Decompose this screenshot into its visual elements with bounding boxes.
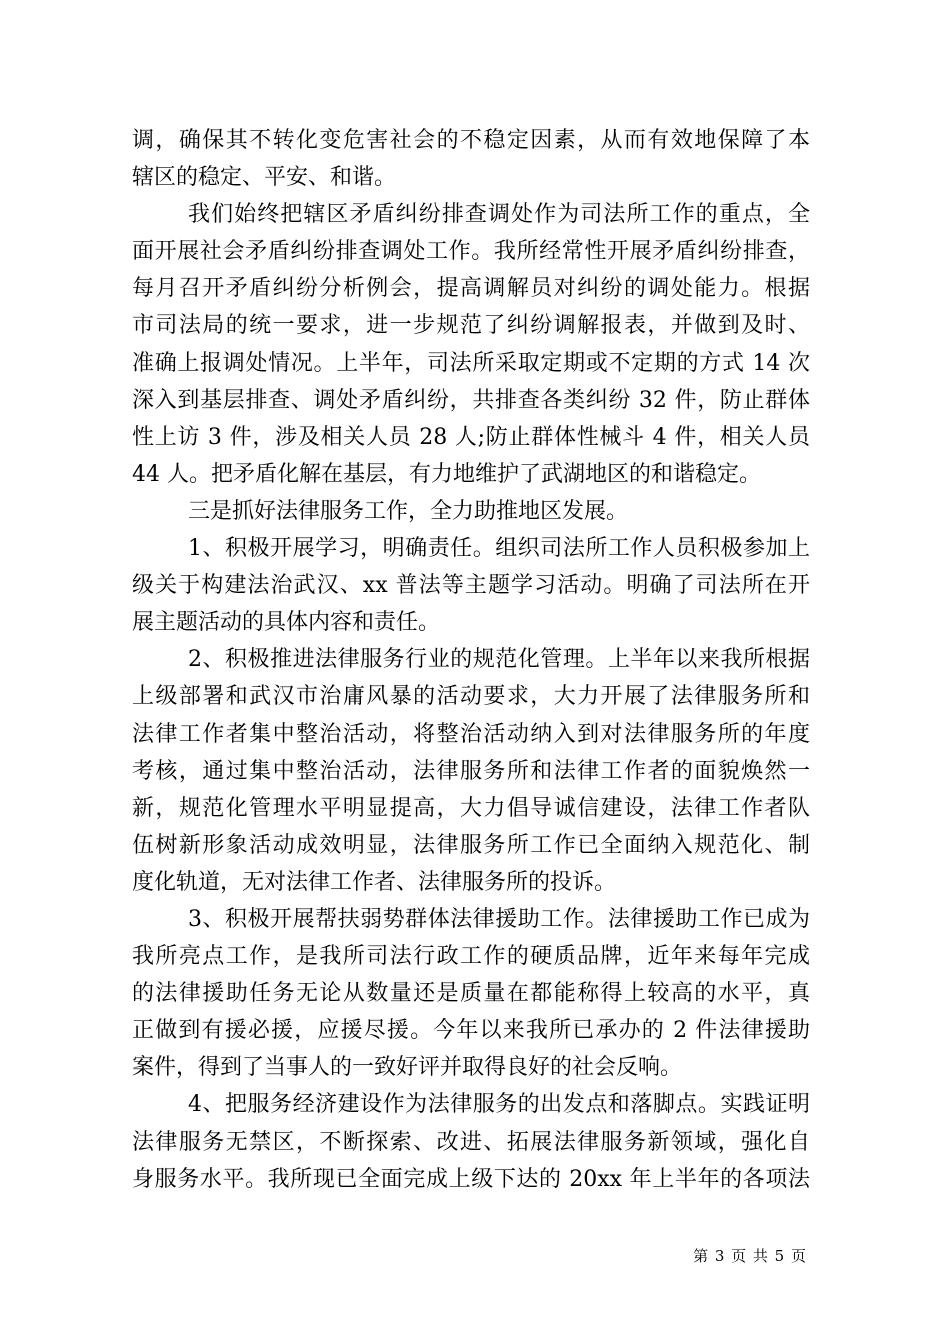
text-line: 法律工作者集中整治活动，将整治活动纳入到对法律服务所的年度 (132, 721, 810, 747)
text-line: 准确上报调处情况。上半年，司法所采取定期或不定期的方式 14 次 (132, 350, 810, 376)
text-line: 1、积极开展学习，明确责任。组织司法所工作人员积极参加上 (188, 536, 810, 562)
text-line: 上级部署和武汉市治庸风暴的活动要求，大力开展了法律服务所和 (132, 684, 810, 710)
text-line: 44 人。把矛盾化解在基层，有力地维护了武湖地区的和谐稳定。 (132, 461, 761, 487)
text-line: 身服务水平。我所现已全面完成上级下达的 20xx 年上半年的各项法 (132, 1166, 810, 1192)
text-line: 展主题活动的具体内容和责任。 (132, 610, 441, 636)
text-line: 面开展社会矛盾纠纷排查调处工作。我所经常性开展矛盾纠纷排查， (132, 239, 810, 265)
text-line: 我所亮点工作，是我所司法行政工作的硬质品牌，近年来每年完成 (132, 944, 810, 970)
text-line: 2、积极推进法律服务行业的规范化管理。上半年以来我所根据 (188, 647, 810, 673)
text-line: 三是抓好法律服务工作，全力助推地区发展。 (188, 498, 629, 524)
text-line: 新，规范化管理水平明显提高，大力倡导诚信建设，法律工作者队 (132, 795, 810, 821)
text-line: 的法律援助任务无论从数量还是质量在都能称得上较高的水平，真 (132, 981, 810, 1007)
text-line: 4、把服务经济建设作为法律服务的出发点和落脚点。实践证明 (188, 1092, 810, 1118)
text-line: 我们始终把辖区矛盾纠纷排查调处作为司法所工作的重点，全 (188, 202, 810, 228)
text-line: 市司法局的统一要求，进一步规范了纠纷调解报表，并做到及时、 (132, 313, 810, 339)
text-line: 度化轨道，无对法律工作者、法律服务所的投诉。 (132, 869, 617, 895)
text-line: 性上访 3 件，涉及相关人员 28 人;防止群体性械斗 4 件，相关人员 (132, 424, 810, 450)
text-line: 深入到基层排查、调处矛盾纠纷，共排查各类纠纷 32 件，防止群体 (132, 387, 810, 413)
text-line: 法律服务无禁区，不断探索、改进、拓展法律服务新领域，强化自 (132, 1129, 810, 1155)
text-line: 伍树新形象活动成效明显，法律服务所工作已全面纳入规范化、制 (132, 832, 810, 858)
text-line: 辖区的稳定、平安、和谐。 (132, 165, 397, 191)
text-line: 考核，通过集中整治活动，法律服务所和法律工作者的面貌焕然一 (132, 758, 810, 784)
text-block (132, 122, 810, 1198)
text-line: 调，确保其不转化变危害社会的不稳定因素，从而有效地保障了本 (132, 128, 810, 153)
text-line: 3、积极开展帮扶弱势群体法律援助工作。法律援助工作已成为 (188, 906, 810, 932)
text-line: 级关于构建法治武汉、xx 普法等主题学习活动。明确了司法所在开 (132, 573, 810, 599)
text-line: 案件，得到了当事人的一致好评并取得良好的社会反响。 (132, 1055, 683, 1081)
text-line: 每月召开矛盾纠纷分析例会，提高调解员对纠纷的调处能力。根据 (132, 276, 810, 302)
text-line: 正做到有援必援，应援尽援。今年以来我所已承办的 2 件法律援助 (132, 1018, 810, 1044)
page-footer: 第 3 页 共 5 页 (693, 1247, 807, 1265)
